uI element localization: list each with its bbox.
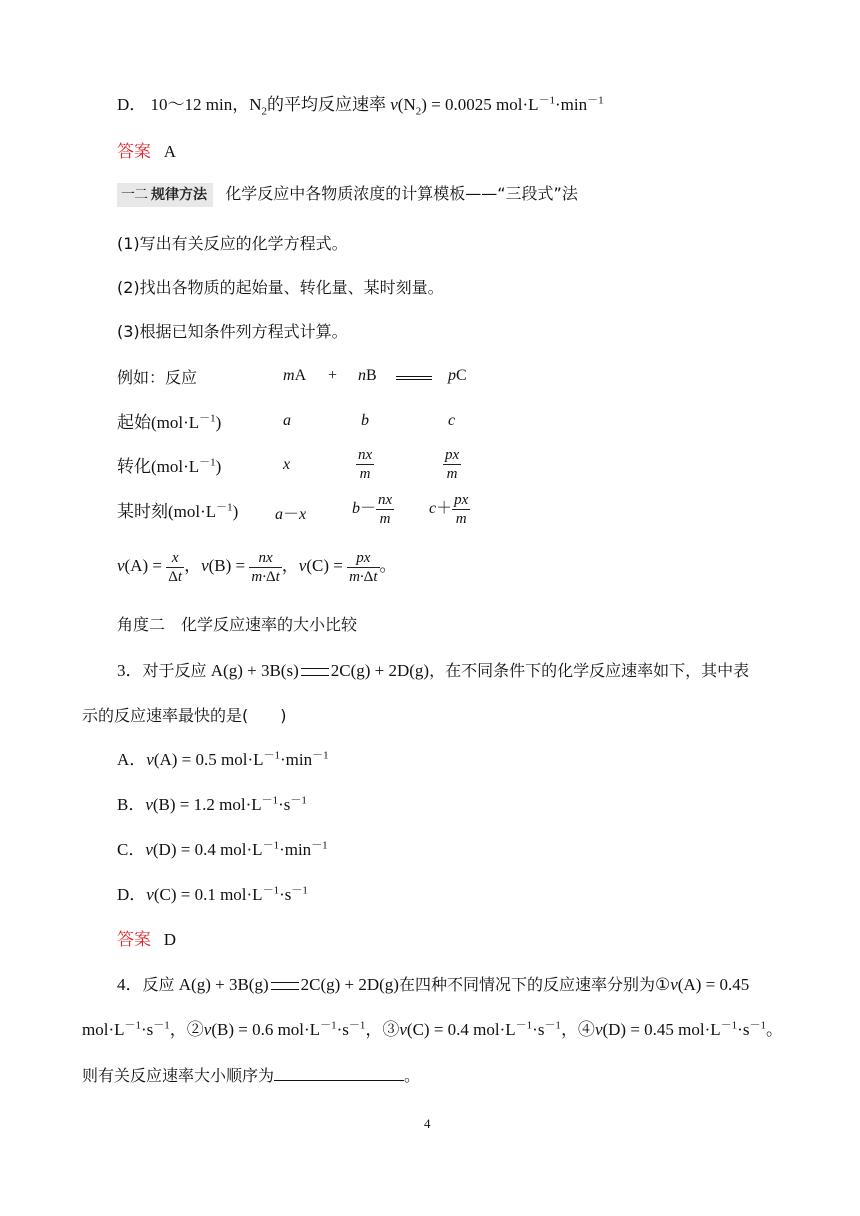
q4-line-2: $mol\cdot L^{-1}\cdot s^{-1}$，②v(B) = 0.6 $mol\cdot L^{-1}\cdot s^{-1}$，③v(C) = 0.4 $mol\cdot L^{-1}\cdot s^{-1}$，④v(D) = 0.45 $mol\cdot L^{-1}\cdot s^{-1}$。	[82, 1019, 783, 1039]
row-moment-label: 某时刻$(mol\cdot L^{-1})$	[117, 501, 239, 522]
change-b: $\frac{nx}{m}$	[358, 447, 373, 482]
section-heading: 角度二 化学反应速率的大小比较	[117, 615, 358, 634]
eq-nb: nB	[358, 367, 377, 384]
answer-label: 答案	[117, 142, 151, 161]
page-number: 4	[424, 1116, 431, 1131]
answer-blank[interactable]	[274, 1064, 404, 1081]
moment-a: a－x	[275, 506, 307, 523]
equilibrium-arrow-icon	[396, 369, 432, 387]
row-example-label: 例如：反应	[117, 368, 198, 387]
row-start-label: 起始$(mol\cdot L^{-1})$	[117, 412, 222, 433]
q2-option-d: D． 10～12 min，$N_2$的平均反应速率 $v(N_2) = 0.0025$ $mol\cdot L^{-1}\cdot\min^{-1}$	[117, 94, 604, 118]
rate-line: v(A) = $\frac{x}{\Delta t}$ ，v(B) = $\frac{nx}{m\cdot\Delta t}$ ，v(C) = $\frac{px}{m\cdot\Delta t}$ 。	[117, 549, 397, 585]
q4-line-3: 则有关反应速率大小顺序为 。	[82, 1066, 421, 1085]
start-a: a	[283, 412, 291, 429]
start-c: c	[448, 412, 456, 429]
method-step-1: (1)写出有关反应的化学方程式。	[117, 234, 348, 253]
q3-stem-line-2: 示的反应速率最快的是( )	[82, 706, 287, 725]
moment-b: b－ $\frac{nx}{m}$	[352, 492, 393, 527]
method-step-3: (3)根据已知条件列方程式计算。	[117, 322, 348, 341]
eq-plus: +	[328, 367, 338, 384]
answer-a	[117, 141, 176, 163]
start-b: b	[361, 412, 369, 429]
dash-icon: 一二	[121, 187, 147, 203]
answer-value: A	[163, 142, 177, 161]
q3-option-b: B．v(B) = 1.2 $mol\cdot L^{-1}\cdot s^{-1}$	[117, 794, 307, 814]
method-header	[117, 183, 578, 207]
change-c: $\frac{px}{m}$	[445, 447, 460, 482]
change-a: x	[283, 456, 291, 473]
answer-label: 答案	[117, 930, 151, 949]
method-title: 化学反应中各物质浓度的计算模板——“三段式”法	[225, 184, 578, 203]
q3-option-d: D．v(C) = 0.1 $mol\cdot L^{-1}\cdot s^{-1}$	[117, 884, 308, 904]
eq-ma: mA	[283, 367, 307, 384]
method-tag: 一二 规律方法	[117, 183, 213, 207]
q3-option-a: A．v(A) = 0.5 $mol\cdot L^{-1}\cdot\min^{-1}$	[117, 749, 329, 769]
answer-value: D	[163, 930, 177, 949]
moment-c: c＋ $\frac{px}{m}$	[429, 492, 469, 527]
method-step-2: (2)找出各物质的起始量、转化量、某时刻量。	[117, 278, 444, 297]
q3-stem-line-1: 3．对于反应 A(g) + 3B(s) 2C(g) + 2D(g)，在不同条件下的化学反应速率如下，其中表	[117, 661, 750, 680]
q4-line-1: 4．反应 A(g) + 3B(g) 2C(g) + 2D(g)在四种不同情况下的反应速率分别为①v(A) = 0.45	[117, 975, 750, 994]
answer-d	[117, 929, 176, 951]
eq-pc: pC	[448, 367, 467, 384]
q3-option-c: C．v(D) = 0.4 $mol\cdot L^{-1}\cdot\min^{-1}$	[117, 839, 328, 859]
row-change-label: 转化$(mol\cdot L^{-1})$	[117, 456, 222, 477]
